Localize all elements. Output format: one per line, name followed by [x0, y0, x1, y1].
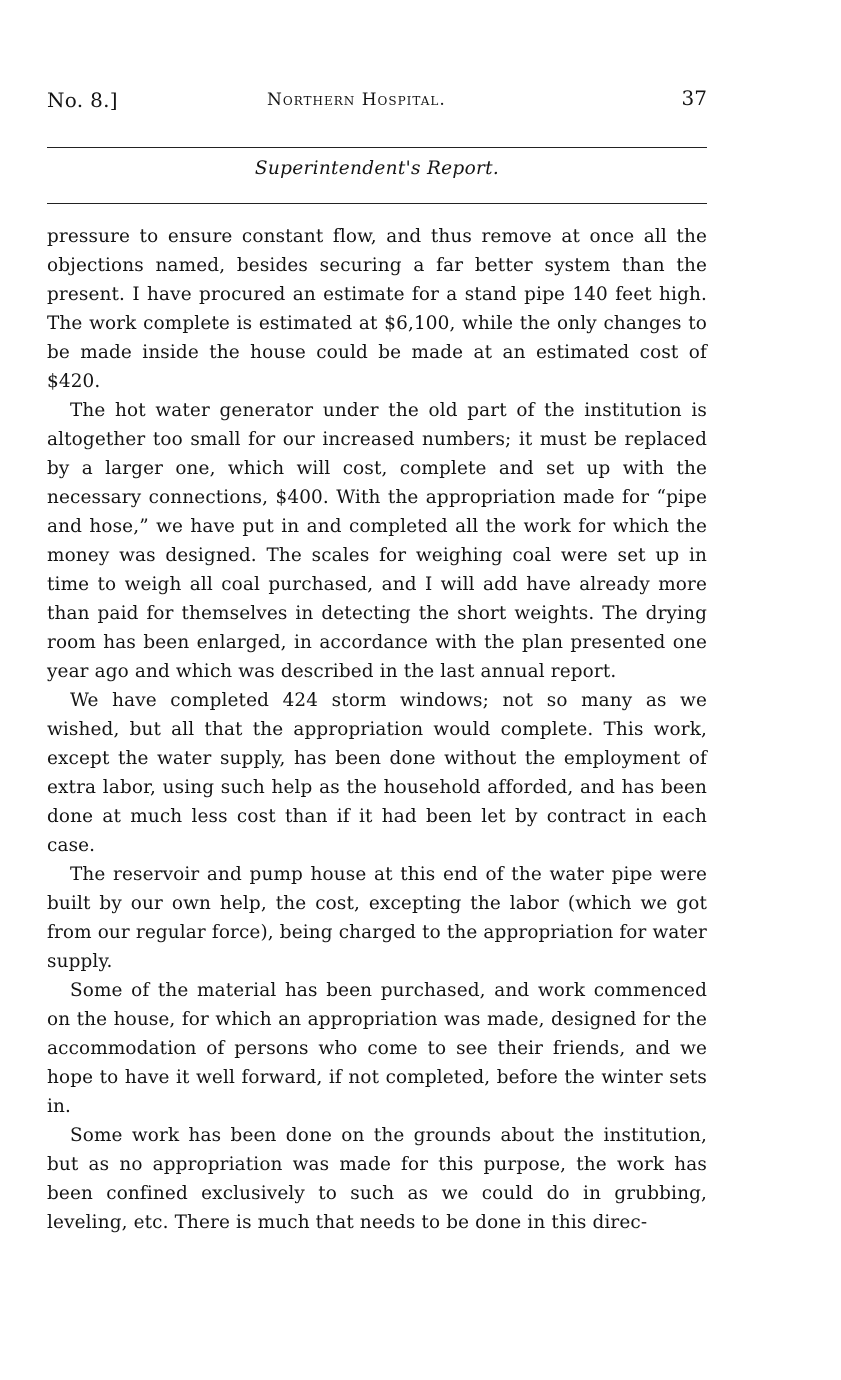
paragraph-continued: pressure to ensure constant flow, and thus remove at once all the objections named, besides securing a far better system than the present. I have procured an estimate for a stand pipe 140 feet high. The work complete is estimated at $6,100, while the only changes to be made inside the house could be made at an estimated cost of $420.	[47, 226, 707, 392]
paragraph-storm-windows: We have completed 424 storm windows; not so many as we wished, but all that the appropriation would complete. This work, except the water supply, has been done without the employment of extra labor, using such help as the household afforded, and has been done at much less cost than if it had been let by contract in each case.	[47, 690, 707, 856]
document-number: No. 8.]	[47, 88, 118, 112]
paragraph-hot-water-generator: The hot water generator under the old part of the institution is altogether too small for our increased numbers; it must be replaced by a larger one, which will cost, complete and set up with the necessary connections, $400. With the appropriation made for “pipe and hose,” we have put in and completed all the work for which the money was designed. The scales for weighing coal were set up in time to weigh all coal purchased, and I will add have already more than paid for themselves in detecting the short weights. The drying room has been enlarged, in accordance with the plan presented one year ago and which was described in the last annual report.	[47, 400, 707, 682]
paragraph-reservoir: The reservoir and pump house at this end of the water pipe were built by our own help, the cost, excepting the labor (which we got from our regular force), being charged to the appropriation for water supply.	[47, 864, 707, 972]
page-number: 37	[681, 86, 707, 110]
body-text	[47, 222, 707, 1237]
header-rule-top	[47, 147, 707, 148]
running-header	[47, 84, 707, 118]
running-title: Northern Hospital.	[267, 90, 446, 110]
paragraph-grounds: Some work has been done on the grounds about the institution, but as no appropriation was made for this purpose, the work has been confined exclusively to such as we could do in grubbing, leveling, etc. There is much that needs to be done in this direc-	[47, 1125, 707, 1233]
section-heading: Superintendent's Report.	[254, 158, 500, 179]
header-rule-bottom	[47, 203, 707, 204]
paragraph-visitor-house: Some of the material has been purchased, and work commenced on the house, for which an appropriation was made, designed for the accommodation of persons who come to see their friends, and we hope to have it well forward, if not completed, before the winter sets in.	[47, 980, 707, 1117]
